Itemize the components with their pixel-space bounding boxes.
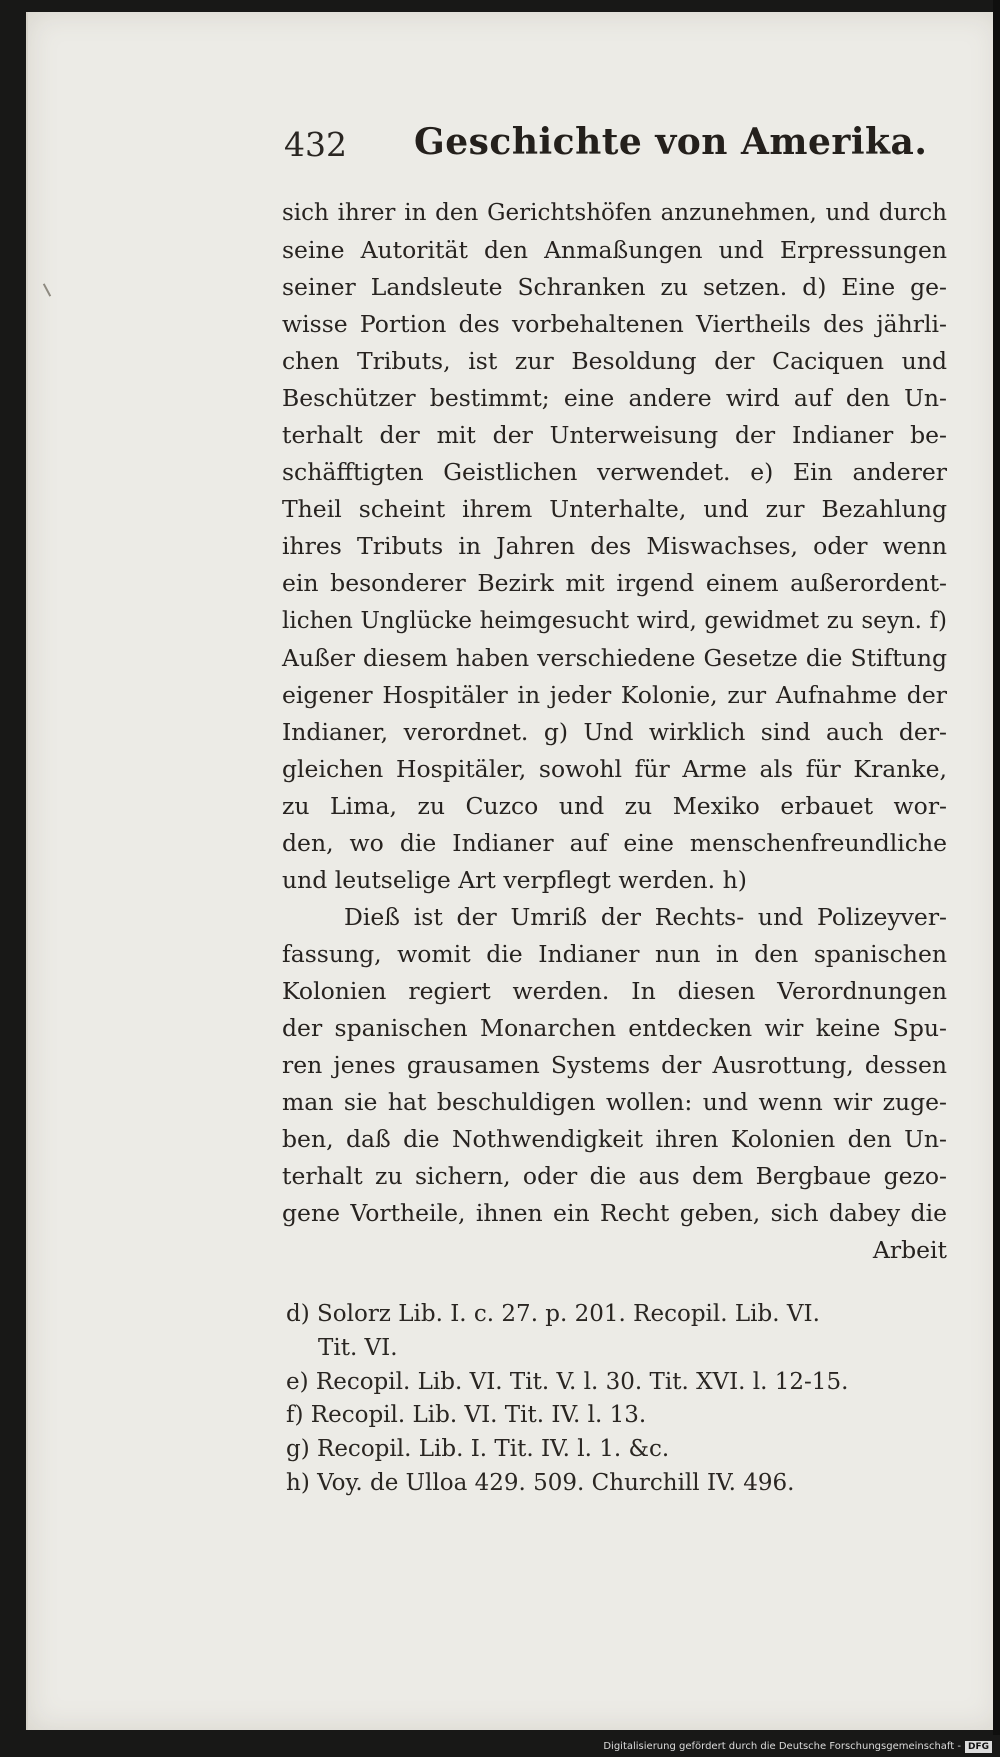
digitization-credit	[603, 1741, 992, 1753]
text-line: zu Lima, zu Cuzco und zu Mexiko erbauet wor-	[282, 791, 947, 820]
text-line: man sie hat beschuldigen wollen: und wenn wir zuge-	[282, 1088, 947, 1117]
text-line: Dieß ist der Umriß der Rechts- und Polizeyver-	[344, 902, 947, 931]
text-line: den, wo die Indianer auf eine menschenfreundliche	[282, 828, 947, 857]
text-line: Theil scheint ihrem Unterhalte, und zur Bezahlung	[282, 495, 947, 524]
main-text	[282, 195, 947, 1269]
text-line: gene Vortheile, ihnen ein Recht geben, sich dabey die	[282, 1199, 947, 1228]
text-line: gleichen Hospitäler, sowohl für Arme als für Kranke,	[282, 754, 947, 783]
footnote: d) Solorz Lib. I. c. 27. p. 201. Recopil. Lib. VI.	[286, 1301, 820, 1327]
text-line: eigener Hospitäler in jeder Kolonie, zur Aufnahme der	[282, 680, 947, 709]
text-line: chen Tributs, ist zur Besoldung der Caciquen und	[282, 347, 947, 376]
page-number: 432	[284, 125, 347, 164]
running-title: Geschichte von Amerika.	[414, 121, 928, 163]
text-line: Außer diesem haben verschiedene Gesetze die Stiftung	[282, 643, 947, 672]
text-line: schäfftigten Geistlichen verwendet. e) Ein anderer	[282, 458, 947, 487]
text-line: ren jenes grausamen Systems der Ausrottung, dessen	[282, 1051, 947, 1080]
footnote: g) Recopil. Lib. I. Tit. IV. l. 1. &c.	[286, 1436, 670, 1463]
text-line: wisse Portion des vorbehaltenen Viertheils des jährli-	[282, 310, 947, 339]
text-line: fassung, womit die Indianer nun in den spanischen	[282, 939, 947, 968]
text-line: ein besonderer Bezirk mit irgend einem außerordent-	[282, 569, 947, 598]
text-line: lichen Unglücke heimgesucht wird, gewidmet zu seyn. f)	[282, 607, 947, 634]
footnote: f) Recopil. Lib. VI. Tit. IV. l. 13.	[286, 1402, 647, 1429]
text-line: der spanischen Monarchen entdecken wir keine Spu-	[282, 1014, 947, 1043]
text-line: ben, daß die Nothwendigkeit ihren Kolonien den Un-	[282, 1125, 947, 1154]
text-line: sich ihrer in den Gerichtshöfen anzunehmen, und durch	[282, 200, 947, 226]
scan-margin-strip	[993, 0, 1000, 1735]
text-line: Kolonien regiert werden. In diesen Verordnungen	[282, 976, 947, 1005]
text-line: terhalt zu sichern, oder die aus dem Bergbaue gezo-	[282, 1162, 947, 1191]
credit-text: Digitalisierung gefördert durch die Deutsche Forschungsgemeinschaft -	[603, 1741, 961, 1752]
text-line: terhalt der mit der Unterweisung der Indianer be-	[282, 421, 947, 450]
text-line: Beschützer bestimmt; eine andere wird auf den Un-	[282, 384, 947, 413]
text-line: Indianer, verordnet. g) Und wirklich sind auch der-	[282, 717, 947, 746]
footnote: e) Recopil. Lib. VI. Tit. V. l. 30. Tit. XVI. l. 12-15.	[286, 1368, 849, 1395]
footnote-continuation: Tit. VI.	[318, 1334, 398, 1361]
page-header	[284, 121, 964, 185]
text-line: seiner Landsleute Schranken zu setzen. d) Eine ge-	[282, 273, 947, 302]
text-line: ihres Tributs in Jahren des Miswachses, oder wenn	[282, 532, 947, 561]
catchword: Arbeit	[872, 1236, 947, 1265]
dfg-logo: DFG	[965, 1741, 992, 1753]
footnote: h) Voy. de Ulloa 429. 509. Churchill IV. 496.	[286, 1469, 795, 1496]
text-line: und leutselige Art verpflegt werden. h)	[282, 865, 747, 894]
text-line: seine Autorität den Anmaßungen und Erpressungen	[282, 236, 947, 265]
footnotes	[286, 1298, 956, 1501]
